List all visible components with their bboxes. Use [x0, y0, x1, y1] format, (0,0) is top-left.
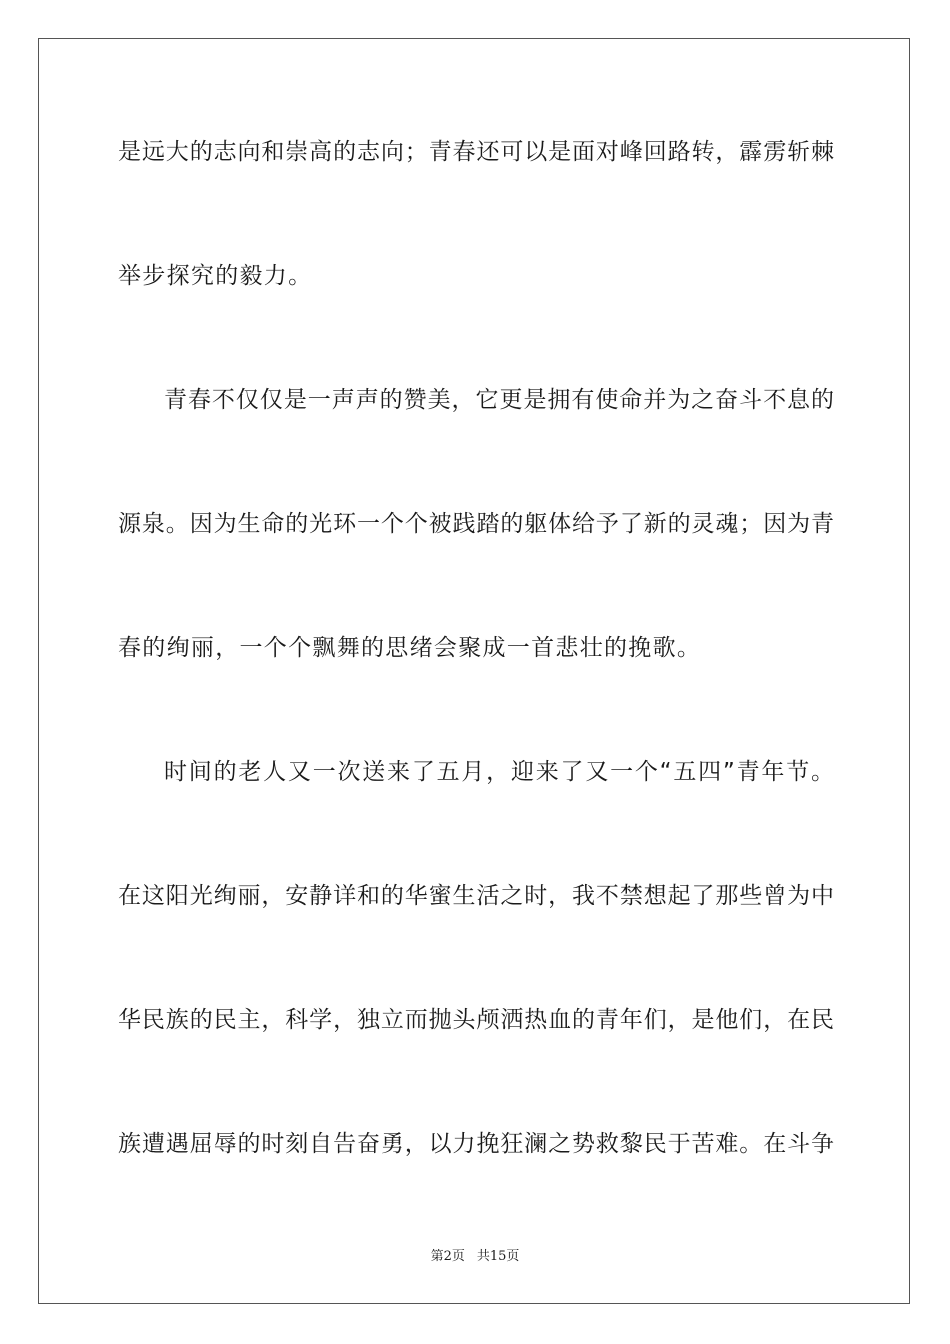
body-text-line: 源泉。因为生命的光环一个个被践踏的躯体给予了新的灵魂；因为青: [118, 511, 834, 537]
body-text-line: 举步探究的毅力。: [118, 263, 313, 289]
body-text-line: 是远大的志向和崇高的志向；青春还可以是面对峰回路转，霹雳斩棘: [118, 139, 834, 165]
body-text-line: 春的绚丽，一个个飘舞的思绪会聚成一首悲壮的挽歌。: [118, 635, 702, 661]
body-text-line: 族遭遇屈辱的时刻自告奋勇，以力挽狂澜之势救黎民于苦难。在斗争: [118, 1131, 834, 1157]
body-text-line: 在这阳光绚丽，安静详和的华蜜生活之时，我不禁想起了那些曾为中: [118, 883, 834, 909]
body-text-line: 时间的老人又一次送来了五月，迎来了又一个“五四”青年节。: [164, 759, 834, 785]
body-text-line: 青春不仅仅是一声声的赞美，它更是拥有使命并为之奋斗不息的: [164, 387, 834, 413]
page-number: 第2页: [430, 1249, 465, 1264]
body-text-line: 华民族的民主，科学，独立而抛头颅洒热血的青年们，是他们，在民: [118, 1007, 834, 1033]
page-footer: [0, 1248, 950, 1266]
page-total: 共15页: [476, 1249, 520, 1264]
page-border: [38, 38, 910, 1304]
